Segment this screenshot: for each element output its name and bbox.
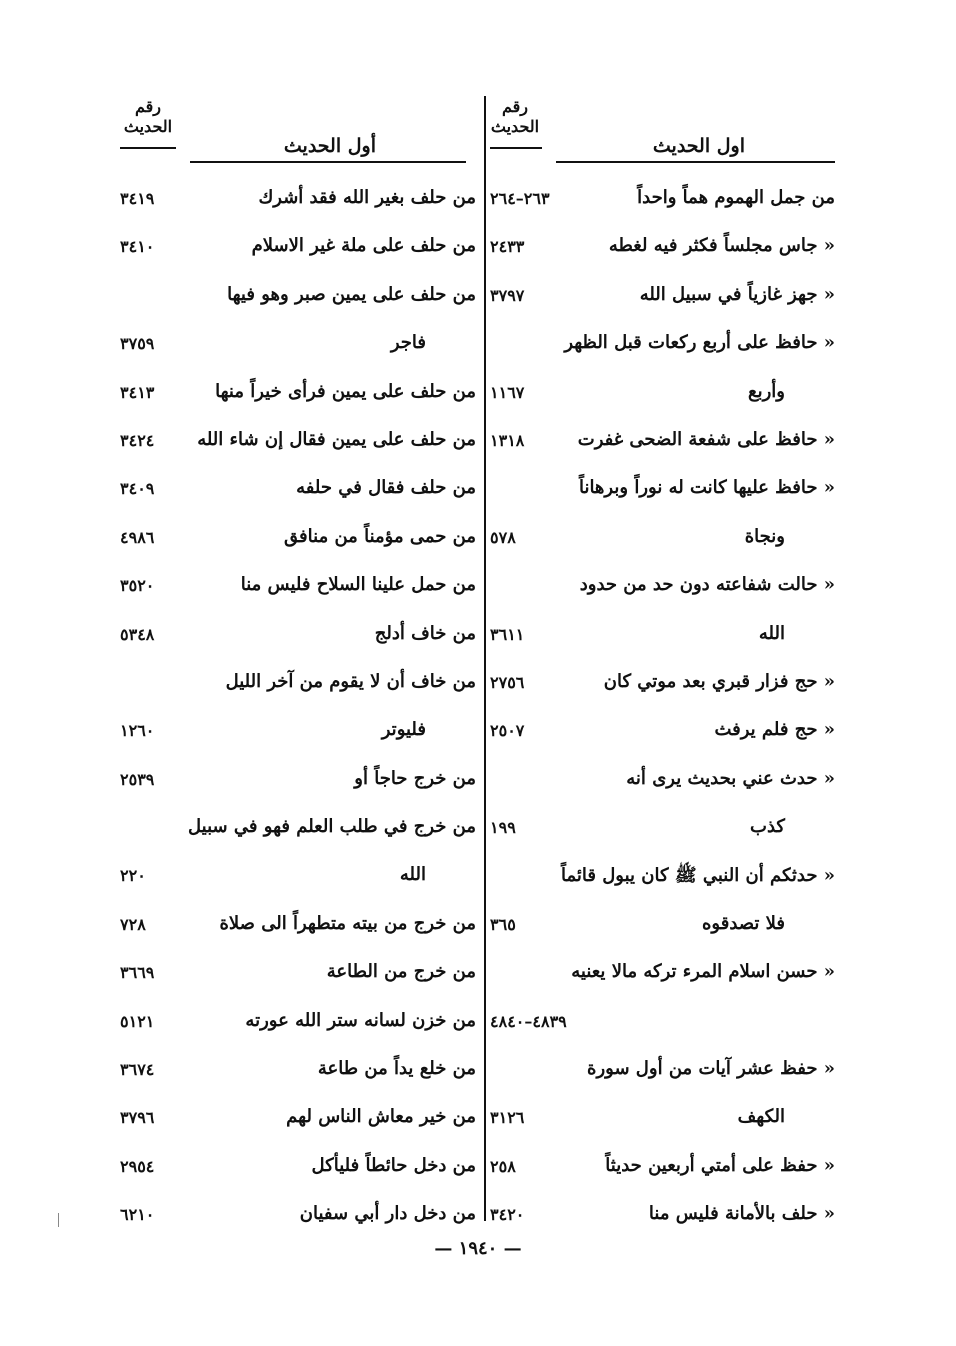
entry-number: ٣٦٦٩ — [120, 963, 155, 983]
column-divider — [484, 96, 486, 1221]
index-entry-row — [120, 1000, 476, 1048]
index-entry-row — [490, 225, 835, 273]
index-entry-row — [490, 274, 835, 322]
entry-number: ٢٦٣–٢٦٤ — [490, 189, 550, 208]
index-entry-row — [120, 516, 476, 564]
entry-text: من خزن لسانه ستر الله عورته — [245, 1009, 476, 1031]
entry-text: « حج فزار قبري بعد موتي كان — [603, 670, 835, 692]
index-entry-row — [120, 903, 476, 951]
entry-number: ١١٦٧ — [490, 382, 525, 402]
entry-text: « حسن اسلام المرء تركه مالا يعنيه — [571, 961, 835, 983]
index-entry-row — [490, 1096, 835, 1144]
entry-text: من حلف بغير الله فقد أشرك — [258, 187, 476, 208]
entry-text: من دخل حائطاً فليأكل — [311, 1154, 476, 1176]
entry-number: ٥١٢١ — [120, 1011, 155, 1031]
index-entry-row — [490, 322, 835, 370]
entry-text: « حفظ على أمتي أربعين حديثاً — [605, 1154, 835, 1176]
entry-text: فلا تصدقوه — [701, 912, 785, 934]
entry-text: من خاف أن لا يقوم من آخر الليل — [225, 670, 476, 692]
index-entry-row — [490, 758, 835, 806]
entry-number: ٣٦٧٤ — [120, 1060, 155, 1080]
index-entry-row — [490, 661, 835, 709]
index-entry-row — [120, 467, 476, 515]
entry-text: من حمى مؤمناً من منافق — [284, 525, 476, 547]
entry-text: الله — [399, 864, 426, 886]
entry-text: من دخل دار أبي سفيان — [299, 1203, 476, 1225]
index-entry-row — [120, 564, 476, 612]
index-entry-row — [120, 322, 476, 370]
index-column-left — [120, 95, 476, 1242]
index-entry-row — [490, 467, 835, 515]
index-entry-row — [120, 854, 476, 902]
entry-number: ٢٧٥٦ — [490, 672, 525, 692]
entry-text: من حلف على يمين فرأى خيراً منها — [215, 380, 476, 402]
index-entry-row — [120, 613, 476, 661]
index-entry-row — [120, 806, 476, 854]
index-entry-row — [120, 709, 476, 757]
entry-number: ٧٢٨ — [120, 914, 146, 934]
header-first-label: اول الحديث — [652, 135, 745, 157]
page-number: — ١٩٤٠ — — [434, 1238, 522, 1259]
entry-number: ٢٩٥٤ — [120, 1156, 155, 1176]
index-entry-row — [490, 1048, 835, 1096]
index-entry-row — [490, 709, 835, 757]
entry-text: من خرج في طلب العلم فهو في سبيل — [188, 816, 476, 838]
entry-text: « حج فلم يرفث — [714, 719, 835, 741]
entry-text: من خير معاش الناس لهم — [286, 1106, 476, 1128]
entry-text: « حدث عني بحديث يرى أنه — [626, 767, 835, 789]
entry-text: من خرج حاجاً أو — [354, 767, 476, 789]
entry-text: الكهف — [737, 1106, 785, 1128]
index-entry-row — [490, 1145, 835, 1193]
index-entry-row — [120, 1048, 476, 1096]
header-number-label: رقم الحديث — [490, 97, 540, 136]
index-entry-row — [490, 371, 835, 419]
entry-text: من خرج من الطاعة — [326, 961, 476, 983]
index-entry-row — [120, 274, 476, 322]
entry-text: كذب — [750, 816, 785, 838]
entry-text: من حلف فقال في حلفه — [296, 477, 476, 499]
entry-number: ٣٤١٩ — [120, 189, 155, 208]
entry-number: ٣٤٠٩ — [120, 479, 155, 499]
index-entry-row — [490, 903, 835, 951]
margin-mark — [58, 1213, 59, 1227]
entry-number: ١٩٩ — [490, 818, 516, 838]
index-entry-row — [490, 951, 835, 999]
entry-text: من خلع يداً من طاعة — [317, 1058, 476, 1080]
entry-number: ٣٦٥ — [490, 914, 516, 934]
index-entry-row — [490, 1193, 835, 1241]
entry-text: « حالت شفاعته دون حد من حدود — [579, 574, 835, 596]
index-column-right — [490, 95, 835, 1242]
entry-list — [490, 177, 835, 1242]
index-entry-row — [120, 1193, 476, 1241]
entry-number: ٣٤١٣ — [120, 382, 155, 402]
entry-number: ٢٥٣٩ — [120, 769, 155, 789]
entry-number: ٤٨٣٩–٤٨٤٠ — [490, 1011, 567, 1031]
entry-text: ونجاة — [744, 525, 785, 547]
entry-text: من حمل علينا السلاح فليس منا — [240, 574, 476, 596]
header-rule — [556, 161, 835, 163]
index-entry-row — [120, 661, 476, 709]
entry-text: « حافظ على أربع ركعات قبل الظهر — [564, 332, 835, 354]
entry-number: ١٢٦٠ — [120, 721, 155, 741]
column-header — [120, 95, 476, 163]
index-entry-row — [490, 177, 835, 225]
entry-number: ٣٧٩٧ — [490, 285, 525, 305]
entry-number: ٣٧٩٦ — [120, 1108, 155, 1128]
index-entry-row — [490, 613, 835, 661]
entry-text: « حدثكم أن النبي ﷺ كان يبول قائماً — [560, 865, 835, 887]
entry-number: ٣٤٢٠ — [490, 1205, 525, 1225]
entry-text: من حلف على يمين فقال إن شاء الله — [197, 428, 476, 450]
index-entry-row — [120, 225, 476, 273]
entry-number: ٢٥٨ — [490, 1156, 516, 1176]
entry-text: فاجر — [390, 332, 426, 354]
entry-number: ٣٧٥٩ — [120, 334, 155, 354]
entry-number: ٣٥٢٠ — [120, 576, 155, 596]
entry-number: ٦٢١٠ — [120, 1205, 155, 1225]
index-entry-row — [490, 564, 835, 612]
index-entry-row — [490, 1000, 835, 1048]
index-entry-row — [120, 177, 476, 225]
header-number-label: رقم الحديث — [123, 97, 173, 136]
entry-text: « حافظ عليها كانت له نوراً وبرهاناً — [578, 477, 835, 499]
entry-number: ٣١٢٦ — [490, 1108, 525, 1128]
header-number-underline — [120, 147, 176, 149]
entry-text: من حلف على ملة غير الاسلام — [251, 235, 476, 257]
entry-text: فليوتر — [381, 719, 426, 741]
entry-text: « جاس مجلساً فكثر فيه لغطه — [608, 235, 835, 257]
index-entry-row — [120, 419, 476, 467]
entry-text: وأربع — [748, 380, 785, 402]
index-entry-row — [490, 854, 835, 902]
index-entry-row — [490, 419, 835, 467]
index-entry-row — [120, 1096, 476, 1144]
index-entry-row — [120, 951, 476, 999]
entry-text: « حفظ عشر آيات من أول سورة — [587, 1058, 835, 1080]
entry-text: الله — [758, 622, 785, 644]
entry-number: ٥٣٤٨ — [120, 624, 155, 644]
entry-number: ٣٤٢٤ — [120, 430, 155, 450]
entry-number: ٢٥٠٧ — [490, 721, 525, 741]
entry-number: ٥٧٨ — [490, 527, 516, 547]
entry-text: من خاف أدلج — [374, 622, 476, 644]
entry-text: « حافظ على شفعة الضحى غفرت — [577, 428, 835, 450]
entry-number: ٢٤٣٣ — [490, 237, 525, 257]
index-entry-row — [120, 758, 476, 806]
entry-text: من حلف على يمين صبر وهو فيها — [227, 283, 476, 305]
entry-number: ١٣١٨ — [490, 430, 525, 450]
index-entry-row — [120, 371, 476, 419]
column-header — [490, 95, 835, 163]
header-rule — [190, 161, 466, 163]
entry-number: ٣٤١٠ — [120, 237, 155, 257]
entry-number: ٢٢٠ — [120, 866, 146, 886]
header-number-underline — [490, 147, 542, 149]
index-entry-row — [490, 516, 835, 564]
entry-text: من خرج من بيته متطهراً الى صلاة — [219, 912, 476, 934]
index-entry-row — [490, 806, 835, 854]
header-first-label: أول الحديث — [283, 135, 376, 157]
entry-number: ٣٦١١ — [490, 624, 525, 644]
entry-text: من جمل الهموم هماً واحداً — [637, 187, 835, 208]
entry-number: ٤٩٨٦ — [120, 527, 155, 547]
entry-text: « جهز غازياً في سبيل الله — [639, 283, 835, 305]
index-entry-row — [120, 1145, 476, 1193]
entry-list — [120, 177, 476, 1242]
entry-text: « حلف بالأمانة فليس منا — [648, 1203, 835, 1225]
